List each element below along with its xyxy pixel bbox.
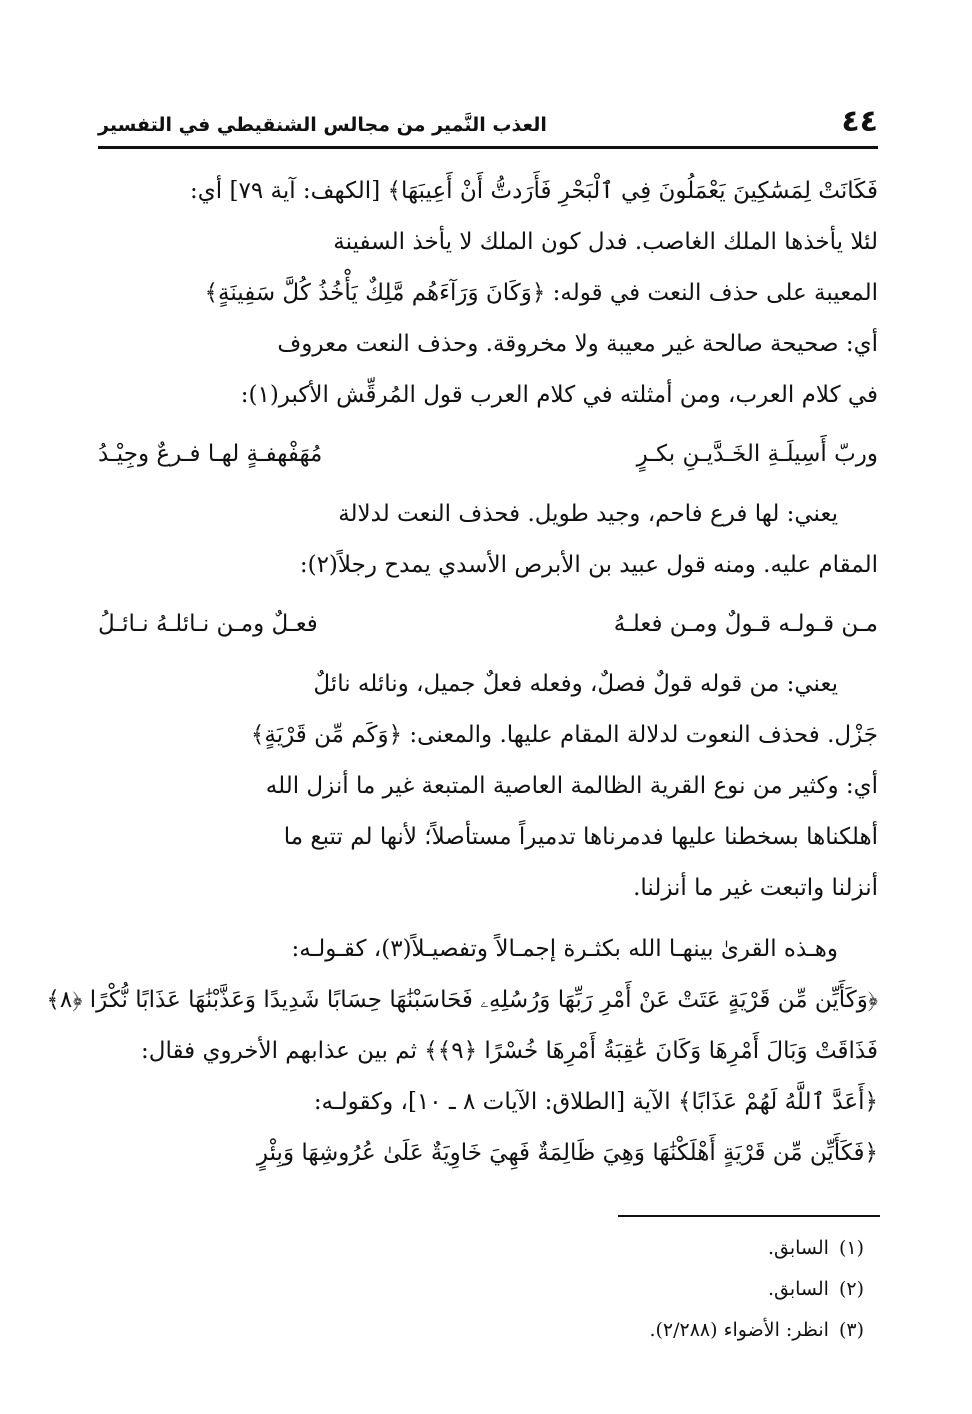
text-line: وهـذه القرىٰ بينهـا الله بكثـرة إجمـالاً وتفصيـلاً(٣)، كقـولـه: — [291, 936, 838, 962]
text-line: أي: صحيحة صالحة غير معيبة ولا مخروقة. وحذف النعت معروف — [277, 331, 878, 357]
poetry-verse — [98, 597, 878, 651]
page-number: ٤٤ — [841, 104, 878, 139]
text-line: أهلكناها بسخطنا عليها فدمرناها تدميراً مستأصلاً؛ لأنها لم تتبع ما — [283, 824, 878, 850]
page-header — [98, 100, 878, 140]
verse-hemistich-first: وربّ أَسِيلَـةِ الخَـدَّيـنِ بكـرٍ — [636, 441, 878, 467]
text-line: أي: وكثير من نوع القرية الظالمة العاصية المتبعة غير ما أنزل الله — [265, 773, 878, 799]
text-line: المقام عليه. ومنه قول عبيد بن الأبرص الأسدي يمدح رجلاً(٢): — [299, 552, 878, 578]
text-line: لئلا يأخذها الملك الغاصب. فدل كون الملك لا يأخذ السفينة — [333, 229, 878, 255]
footnote — [364, 1269, 864, 1310]
verse-hemistich-second: مُهَفْهفـةٍ لهـا فـرعٌ وجِيْـدُ — [98, 441, 323, 467]
header-rule — [98, 146, 878, 149]
footnote-number: (٢) — [838, 1278, 864, 1300]
footnote-separator — [618, 1215, 880, 1217]
main-text — [46, 166, 878, 1179]
footnote-text: انظر: الأضواء (٢/٢٨٨). — [649, 1319, 829, 1341]
footnote-text: السابق. — [767, 1278, 829, 1300]
footnotes — [364, 1228, 864, 1351]
text-line: جَزْل. فحذف النعوت لدلالة المقام عليها. والمعنى: ﴿وَكَم مِّن قَرْيَةٍ﴾ — [250, 722, 878, 748]
text-line: يعني: لها فرع فاحم، وجيد طويل. فحذف النعت لدلالة — [338, 501, 838, 527]
text-line: في كلام العرب، ومن أمثلته في كلام العرب قول المُرقِّش الأكبر(١): — [240, 382, 878, 408]
verse-hemistich-second: فعـلٌ ومـن نـائلـهُ نـائـلُ — [98, 611, 318, 637]
footnote — [364, 1310, 864, 1351]
poetry-verse — [98, 427, 878, 481]
footnote — [364, 1228, 864, 1269]
text-line: المعيبة على حذف النعت في قوله: ﴿وَكَانَ وَرَآءَهُم مَّلِكٌ يَأْخُذُ كُلَّ سَفِينَةٍ﴾ — [204, 280, 878, 306]
text-line: أنزلنا واتبعت غير ما أنزلنا. — [633, 875, 878, 901]
quran-line: فَذَاقَتْ وَبَالَ أَمْرِهَا وَكَانَ عَٰقِبَةُ أَمْرِهَا خُسْرًا ﴿٩﴾﴾ ثم بين عذابهم الأخروي فقال: — [141, 1038, 878, 1064]
quran-line: ﴿فَكَأَيِّن مِّن قَرْيَةٍ أَهْلَكْنَٰهَا وَهِيَ ظَالِمَةٌ فَهِيَ خَاوِيَةٌ عَلَىٰ عُرُوشِهَا وَبِئْرٍ — [256, 1140, 878, 1166]
verse-hemistich-first: مـن قـولـه قـولٌ ومـن فعلـهُ — [613, 611, 878, 637]
text-line: يعني: من قوله قولٌ فصلٌ، وفعله فعلٌ جميل، ونائله نائلٌ — [313, 671, 838, 697]
text-line: فَكَانَتْ لِمَسَٰكِينَ يَعْمَلُونَ فِي ٱلْبَحْرِ فَأَرَدتُّ أَنْ أَعِيبَهَا﴾ [الكهف: آية ٧٩] أي: — [190, 178, 878, 204]
quran-line: ﴿وَكَأَيِّن مِّن قَرْيَةٍ عَتَتْ عَنْ أَمْرِ رَبِّهَا وَرُسُلِهِۦ فَحَاسَبْنَٰهَا حِسَابًا شَدِيدًا وَعَذَّبْنَٰهَا عَذَابًا نُّكْرًا ﴿٨﴾ — [46, 987, 878, 1013]
paragraph-gap — [98, 914, 878, 924]
footnote-number: (١) — [838, 1237, 864, 1259]
text-line: ﴿أَعَدَّ ٱللَّهُ لَهُمْ عَذَابًا﴾ الآية [الطلاق: الآيات ٨ ـ ١٠]، وكقولـه: — [313, 1089, 878, 1115]
running-title: العذب النَّمير من مجالس الشنقيطي في التفسير — [98, 114, 547, 136]
footnote-text: السابق. — [767, 1237, 829, 1259]
footnote-number: (٣) — [838, 1319, 864, 1341]
